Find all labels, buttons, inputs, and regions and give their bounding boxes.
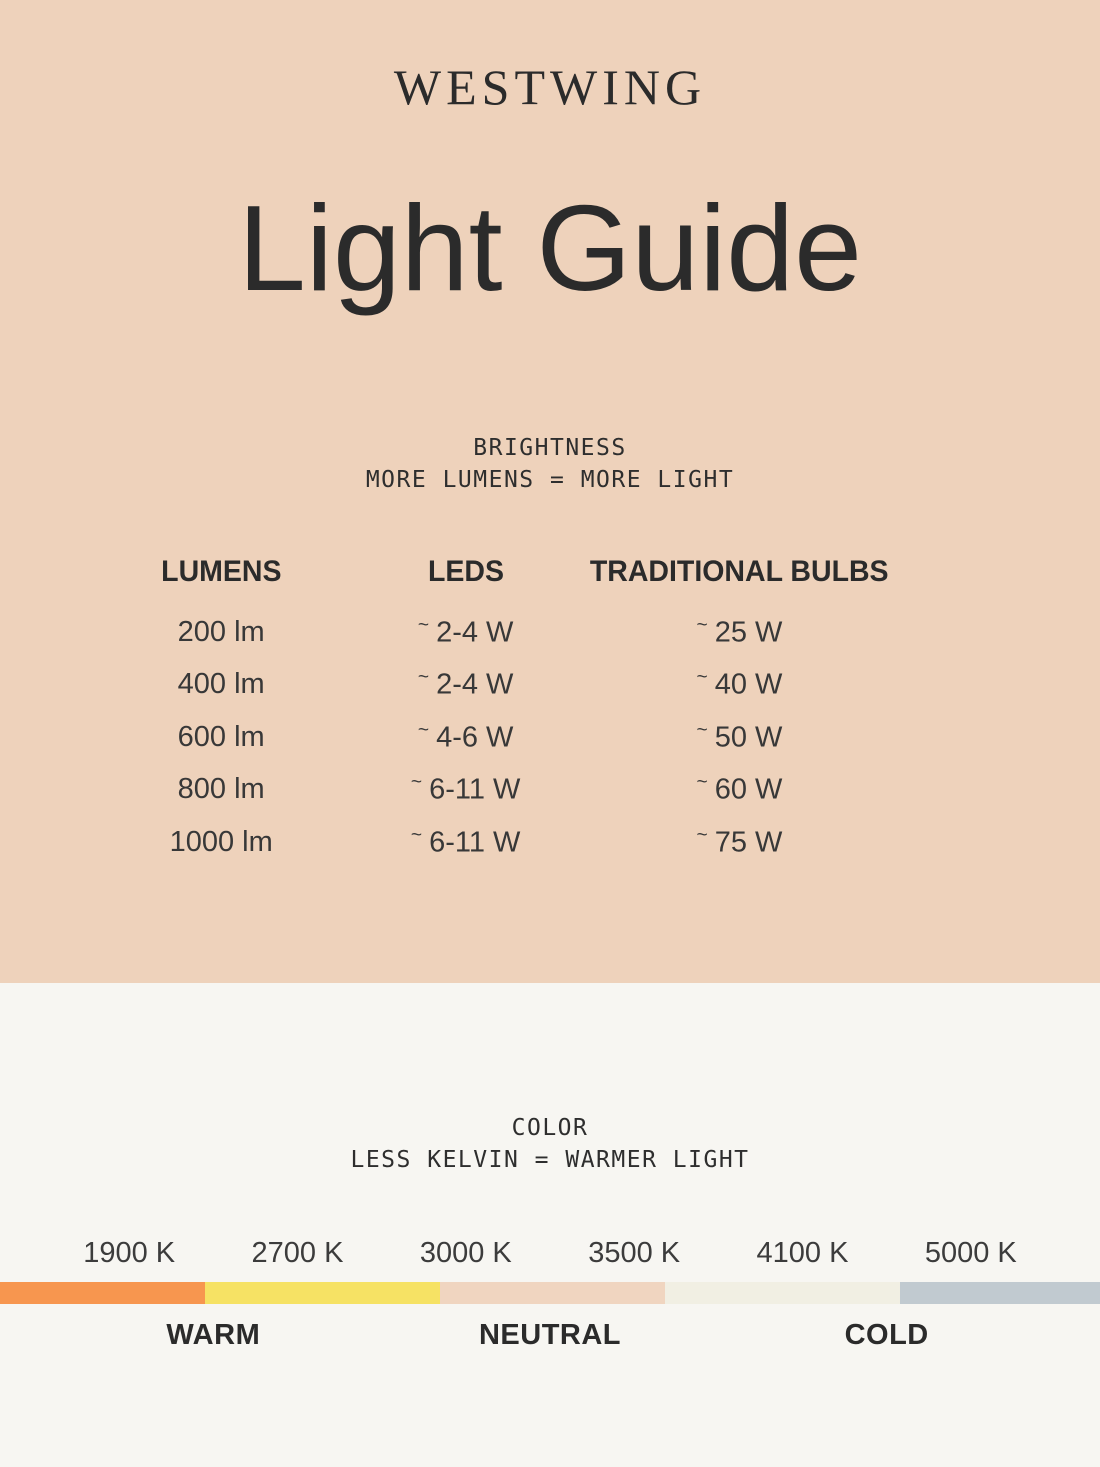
kelvin-labels-row [0, 1238, 1100, 1268]
color-subheading: LESS KELVIN = WARMER LIGHT [350, 1147, 750, 1173]
approx-tilde: ~ [410, 824, 423, 846]
bulbs-value: ~ 75 W [696, 824, 783, 859]
approx-tilde: ~ [417, 667, 430, 689]
approx-tilde: ~ [696, 772, 708, 794]
lumens-value: 200 lm [177, 615, 265, 648]
kelvin-label: 4100 K [756, 1237, 849, 1269]
color-heading: COLOR [511, 1115, 589, 1141]
bulbs-value: ~ 25 W [696, 614, 783, 649]
kelvin-label: 3000 K [419, 1237, 512, 1269]
kelvin-bar-segment-peach [440, 1282, 666, 1304]
brightness-heading-block [0, 432, 1100, 496]
approx-tilde: ~ [417, 719, 430, 741]
table-row [0, 606, 1100, 659]
header-leds: LEDS [427, 555, 504, 588]
approx-tilde: ~ [417, 614, 430, 636]
temperature-label-warm: WARM [166, 1319, 261, 1351]
brightness-table [0, 552, 1100, 869]
approx-tilde: ~ [696, 614, 708, 636]
lumens-value: 400 lm [177, 668, 265, 701]
table-row [0, 659, 1100, 712]
header-traditional-bulbs: TRADITIONAL BULBS [590, 555, 889, 588]
approx-tilde: ~ [410, 772, 423, 794]
lumens-value: 600 lm [177, 720, 265, 753]
temperature-labels-row [0, 1320, 1100, 1350]
header-lumens: LUMENS [160, 555, 282, 588]
table-row [0, 764, 1100, 817]
leds-value: ~ 2-4 W [417, 667, 514, 701]
temperature-label-neutral: NEUTRAL [478, 1319, 622, 1351]
page-title: Light Guide [238, 180, 862, 316]
table-header-row [0, 552, 1100, 606]
lumens-value: 800 lm [177, 773, 265, 806]
table-row [0, 816, 1100, 869]
kelvin-label: 5000 K [924, 1237, 1017, 1269]
lumens-value: 1000 lm [169, 825, 273, 858]
leds-value: ~ 2-4 W [417, 614, 514, 649]
brightness-subheading: MORE LUMENS = MORE LIGHT [365, 467, 735, 493]
kelvin-bar-segment-orange [0, 1282, 205, 1304]
leds-value: ~ 6-11 W [410, 824, 521, 859]
brand-logo: WESTWING [393, 59, 707, 115]
bulbs-value: ~ 40 W [696, 667, 783, 701]
kelvin-label: 2700 K [251, 1237, 344, 1269]
color-heading-block [0, 1112, 1100, 1176]
kelvin-bar-segment-cream [665, 1282, 899, 1304]
color-section-bg [0, 983, 1100, 1467]
temperature-label-cold: COLD [844, 1319, 929, 1351]
leds-value: ~ 4-6 W [417, 719, 514, 754]
approx-tilde: ~ [696, 719, 708, 741]
table-row [0, 711, 1100, 764]
kelvin-label: 1900 K [83, 1237, 176, 1269]
approx-tilde: ~ [696, 824, 708, 846]
kelvin-label: 3500 K [588, 1237, 681, 1269]
bulbs-value: ~ 60 W [696, 772, 783, 806]
leds-value: ~ 6-11 W [410, 772, 521, 806]
kelvin-bar [0, 1282, 1100, 1304]
brightness-heading: BRIGHTNESS [473, 435, 627, 461]
kelvin-bar-segment-blue-gray [900, 1282, 1100, 1304]
approx-tilde: ~ [696, 667, 708, 689]
bulbs-value: ~ 50 W [696, 719, 783, 754]
kelvin-bar-segment-yellow [205, 1282, 440, 1304]
